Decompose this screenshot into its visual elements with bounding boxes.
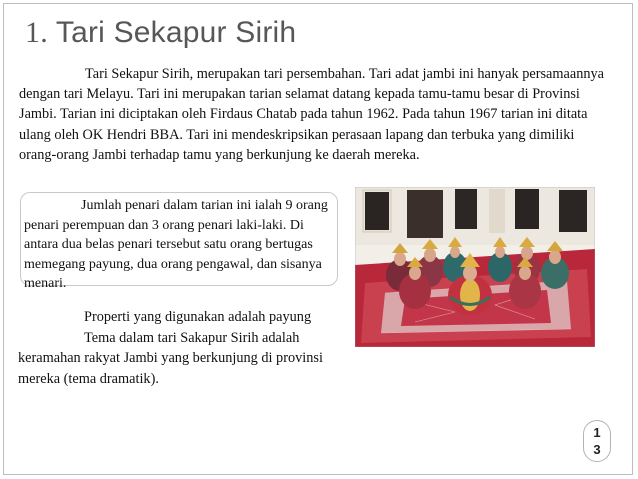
property-theme-paragraph (18, 307, 340, 389)
intro-paragraph-text: Tari Sekapur Sirih, merupakan tari persembahan. Tari adat jambi ini hanyak persamaannya dengan tari Melayu. Tari ini merupakan tarian selamat datang kepada tamu-tamu besar di Provinsi Jambi. Tarian ini diciptakan oleh Firdaus Chatab pada tahun 1962. Pada tahun 1967 tarian ini ditata ulang oleh OK Hendri BBA. Tari ini mendeskripsikan perasaan lapang dan terbuka yang dimiliki orang-orang Jambi terhadap tamu yang berkunjung ke daerah mereka. (19, 66, 604, 163)
page-number-digit: 3 (593, 442, 601, 457)
dancer-count-text: Jumlah penari dalam tarian ini ialah 9 orang penari perempuan dan 3 orang penari laki-laki. Di antara dua belas penari tersebut satu orang bertugas memegang payung, dua orang pengawal, dan sisanya menari. (24, 198, 328, 291)
page-number-badge (583, 420, 611, 462)
property-text: Properti yang digunakan adalah payung (84, 309, 312, 325)
title-number: 1. (25, 16, 48, 49)
page-number-digit: 1 (593, 425, 601, 440)
slide-title (25, 16, 296, 50)
dance-photo (355, 187, 595, 347)
title-text: Tari Sekapur Sirih (47, 16, 297, 49)
property-line (18, 307, 340, 328)
dance-photo-image (355, 187, 595, 347)
dancer-count-textbox (20, 192, 338, 291)
theme-line (18, 328, 340, 390)
theme-text: Tema dalam tari Sakapur Sirih adalah keramahan rakyat Jambi yang berkunjung di provinsi mereka (tema dramatik). (18, 329, 323, 387)
intro-paragraph (19, 64, 611, 165)
